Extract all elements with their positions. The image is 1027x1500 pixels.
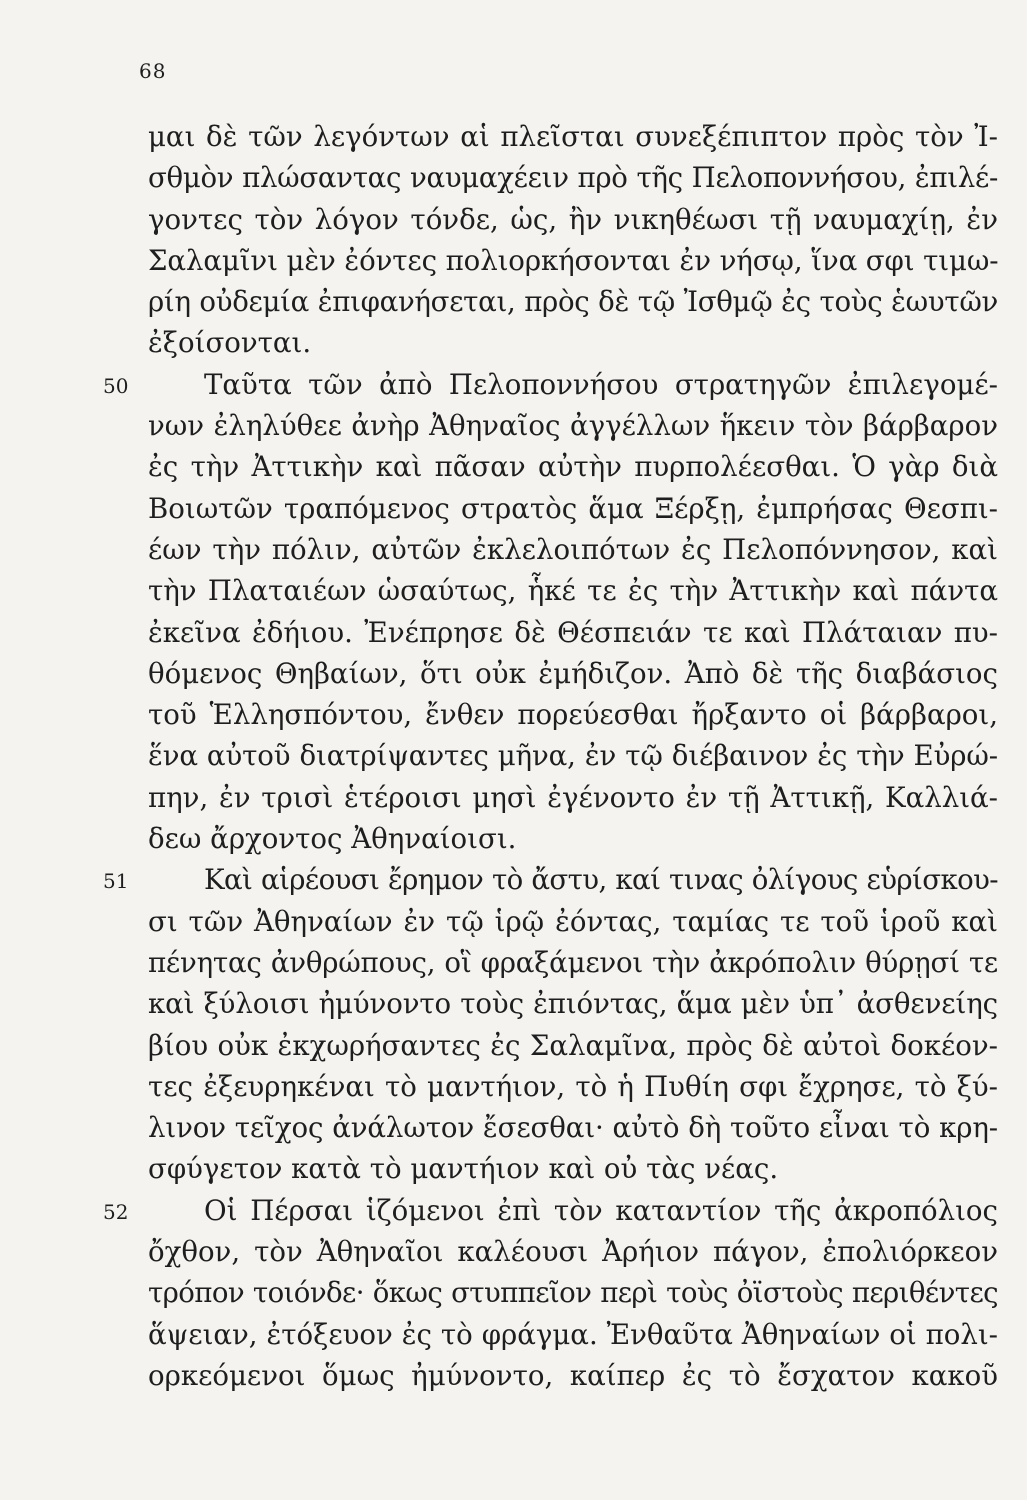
line-text: Σαλαμῖνι μὲν ἐόντες πολιορκήσονται ἐν νήσῳ, ἵνα σφι τιμω-: [148, 243, 999, 277]
text-line: [148, 983, 998, 1024]
line-text: τες ἐξευρηκέναι τὸ μαντήιον, τὸ ἡ Πυθίη σφι ἔχρησε, τὸ ξύ-: [148, 1069, 998, 1103]
line-text: τοῦ Ἑλλησπόντου, ἔνθεν πορεύεσθαι ἤρξαντο οἱ βάρβαροι,: [148, 698, 998, 732]
text-line: [148, 1314, 998, 1355]
line-text: ἐς τὴν Ἀττικὴν καὶ πᾶσαν αὐτὴν πυρπολέεσθαι. Ὁ γὰρ διὰ: [148, 450, 998, 484]
line-text: Οἱ Πέρσαι ἱζόμενοι ἐπὶ τὸν καταντίον τῆς ἀκροπόλιος: [204, 1193, 998, 1227]
line-text: ὄχθον, τὸν Ἀθηναῖοι καλέουσι Ἀρήιον πάγον, ἐπολιόρκεον: [148, 1235, 998, 1269]
chapter-number: 51: [103, 869, 129, 894]
text-line: [148, 777, 998, 818]
line-text: Καὶ αἱρέουσι ἔρημον τὸ ἄστυ, καί τινας ὀλίγους εὑρίσκου-: [204, 863, 998, 897]
line-text: ἕνα αὐτοῦ διατρίψαντες μῆνα, ἐν τῷ διέβαινον ἐς τὴν Εὐρώ-: [148, 739, 998, 773]
text-line: [148, 1231, 998, 1272]
text-line: [148, 1025, 998, 1066]
text-line: [103, 364, 998, 405]
line-text: μαι δὲ τῶν λεγόντων αἱ πλεῖσται συνεξέπιπτον πρὸς τὸν Ἰ-: [148, 120, 998, 153]
line-text: ἐξοίσονται.: [148, 326, 312, 360]
line-text: σθμὸν πλώσαντας ναυμαχέειν πρὸ τῆς Πελοποννήσου, ἐπιλέ-: [148, 161, 998, 195]
text-line: [148, 653, 998, 694]
text-line: [103, 1190, 998, 1231]
line-text: ἅψειαν, ἐτόξευον ἐς τὸ φράγμα. Ἐνθαῦτα Ἀθηναίων οἱ πολι-: [148, 1317, 998, 1351]
line-text: σφύγετον κατὰ τὸ μαντήιον καὶ οὐ τὰς νέας.: [148, 1152, 779, 1186]
line-text: βίου οὐκ ἐκχωρήσαντες ἐς Σαλαμῖνα, πρὸς δὲ αὐτοὶ δοκέον-: [148, 1028, 998, 1062]
text-line: [148, 570, 998, 611]
text-line: [148, 116, 998, 157]
text-line: [148, 1066, 998, 1107]
chapter-number: 50: [103, 373, 129, 398]
text-line: [148, 901, 998, 942]
line-text: ἐκεῖνα ἐδήιου. Ἐνέπρησε δὲ Θέσπειάν τε καὶ Πλάταιαν πυ-: [148, 615, 998, 649]
greek-text-body: [103, 116, 999, 1396]
text-line: [148, 1355, 998, 1396]
text-line: [148, 446, 998, 487]
line-text: Ταῦτα τῶν ἀπὸ Πελοποννήσου στρατηγῶν ἐπιλεγομέ-: [204, 367, 998, 401]
line-text: έων τὴν πόλιν, αὐτῶν ἐκλελοιπότων ἐς Πελοπόννησον, καὶ: [148, 532, 998, 566]
text-line: [148, 240, 998, 281]
line-text: ρίη οὐδεμία ἐπιφανήσεται, πρὸς δὲ τῷ Ἰσθμῷ ἐς τοὺς ἑωυτῶν: [148, 285, 998, 319]
text-line: [148, 612, 998, 653]
line-text: ορκεόμενοι ὅμως ἠμύνοντο, καίπερ ἐς τὸ ἔσχατον κακοῦ: [148, 1358, 998, 1392]
line-text: πένητας ἀνθρώπους, οἳ φραξάμενοι τὴν ἀκρόπολιν θύρῃσί τε: [148, 945, 998, 979]
text-line: [148, 942, 998, 983]
text-line: [148, 488, 998, 529]
line-text: καὶ ξύλοισι ἠμύνοντο τοὺς ἐπιόντας, ἅμα μὲν ὑπ᾽ ἀσθενείης: [148, 987, 998, 1021]
text-line: [148, 529, 998, 570]
chapter-number: 52: [103, 1199, 129, 1224]
text-line: [148, 199, 998, 240]
line-text: τὴν Πλαταιέων ὡσαύτως, ἧκέ τε ἐς τὴν Ἀττικὴν καὶ πάντα: [148, 574, 998, 608]
text-line: [148, 281, 998, 322]
line-text: νων ἐληλύθεε ἀνὴρ Ἀθηναῖος ἀγγέλλων ἥκειν τὸν βάρβαρον: [148, 409, 998, 443]
text-line: [148, 1148, 998, 1189]
line-text: λινον τεῖχος ἀνάλωτον ἔσεσθαι· αὐτὸ δὴ τοῦτο εἶναι τὸ κρη-: [148, 1111, 998, 1145]
text-line: [148, 157, 998, 198]
line-text: σι τῶν Ἀθηναίων ἐν τῷ ἱρῷ ἐόντας, ταμίας τε τοῦ ἱροῦ καὶ: [148, 904, 998, 938]
line-text: πην, ἐν τρισὶ ἑτέροισι μησὶ ἐγένοντο ἐν τῇ Ἀττικῇ, Καλλιά-: [148, 780, 998, 814]
line-text: δεω ἄρχοντος Ἀθηναίοισι.: [148, 822, 517, 856]
text-line: [148, 818, 998, 859]
line-text: Βοιωτῶν τραπόμενος στρατὸς ἅμα Ξέρξῃ, ἐμπρήσας Θεσπι-: [148, 491, 998, 525]
line-text: τρόπον τοιόνδε· ὅκως στυππεῖον περὶ τοὺς ὀϊστοὺς περιθέντες: [148, 1276, 998, 1310]
line-text: γοντες τὸν λόγον τόνδε, ὡς, ἢν νικηθέωσι τῇ ναυμαχίῃ, ἐν: [148, 202, 998, 236]
text-line: [148, 1272, 998, 1313]
text-line: [148, 322, 998, 363]
text-line: [148, 1107, 998, 1148]
text-line: [103, 859, 998, 900]
text-line: [148, 694, 998, 735]
page-number: 68: [139, 59, 167, 83]
text-line: [148, 405, 998, 446]
text-line: [148, 735, 998, 776]
line-text: θόμενος Θηβαίων, ὅτι οὐκ ἐμήδιζον. Ἀπὸ δὲ τῆς διαβάσιος: [148, 656, 998, 690]
